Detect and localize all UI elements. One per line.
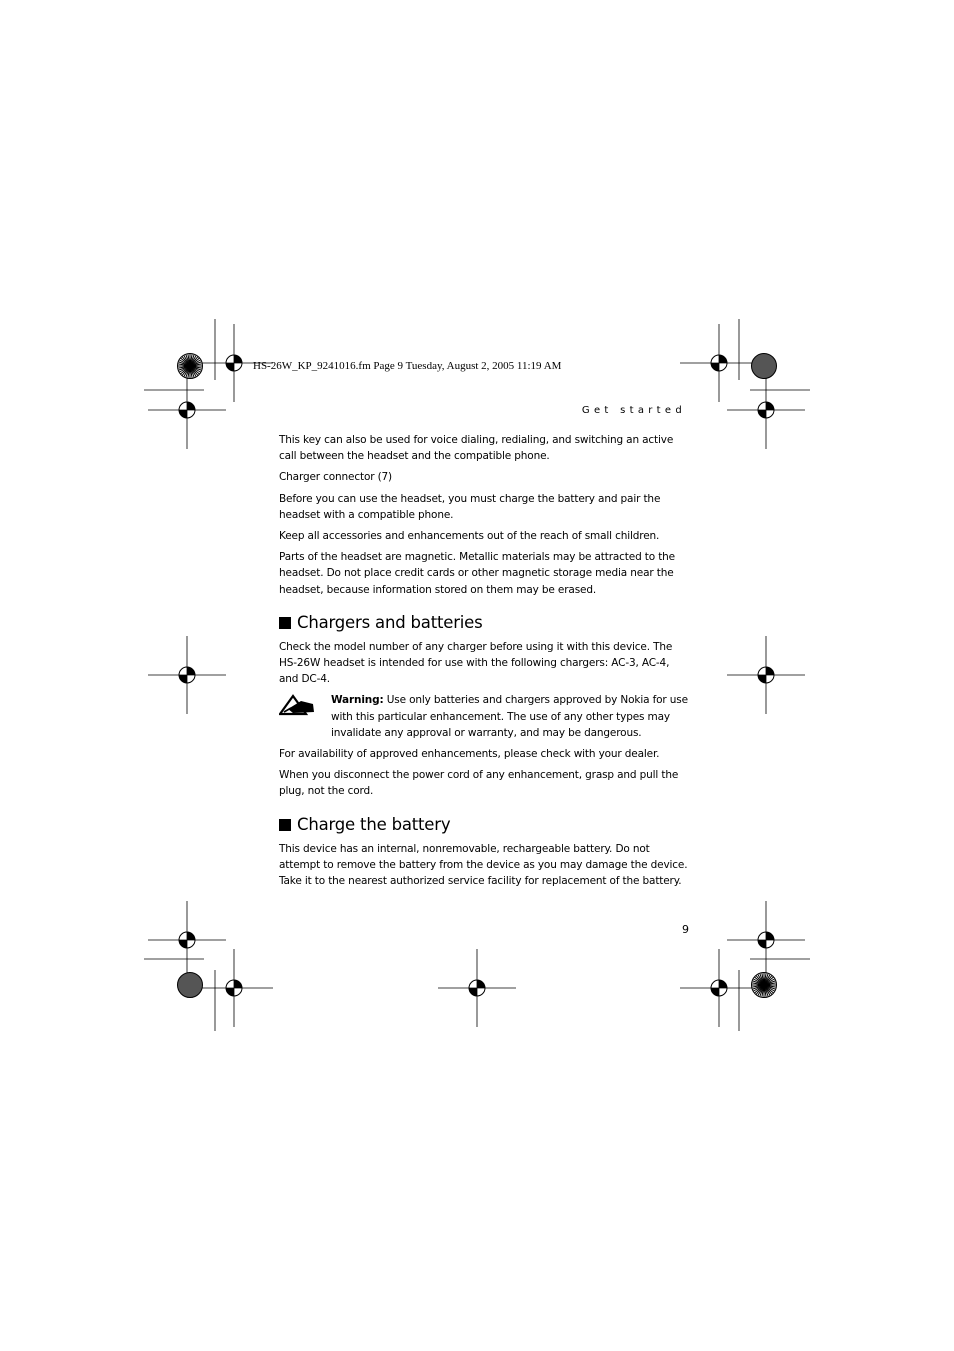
crosshair-icon — [727, 901, 805, 979]
body-paragraph: This device has an internal, nonremovable, rechargeable battery. Do not attempt to remove the battery from the device as you may damage the device. Take it to the nearest authorized service facility for replacement of the battery. — [279, 842, 688, 888]
square-bullet-icon — [279, 617, 291, 629]
crosshair-icon — [148, 371, 226, 449]
crosshair-icon — [680, 324, 758, 402]
color-target-icon — [178, 973, 203, 998]
warning-triangle-icon — [279, 692, 315, 716]
intro-paragraph: Before you can use the headset, you must charge the battery and pair the headset with a compatible phone. — [279, 492, 661, 521]
crosshair-icon — [680, 949, 758, 1027]
crosshair-icon — [727, 636, 805, 714]
warning-label: Warning: — [331, 694, 384, 707]
starburst-icon — [752, 973, 777, 998]
starburst-icon — [178, 354, 203, 379]
intro-paragraph: Charger connector (7) — [279, 471, 392, 484]
heading-text: Charge the battery — [297, 814, 451, 834]
crosshair-icon — [195, 949, 273, 1027]
body-paragraph: Check the model number of any charger before using it with this device. The HS-26W headset is intended for use with the following chargers: AC-3, AC-4, and DC-4. — [279, 640, 673, 686]
page-content — [279, 432, 689, 894]
crosshair-icon — [148, 901, 226, 979]
section-heading-chargers — [279, 612, 689, 634]
heading-text: Chargers and batteries — [297, 612, 483, 632]
color-target-icon — [752, 354, 777, 379]
intro-paragraph: Keep all accessories and enhancements out of the reach of small children. — [279, 530, 660, 543]
file-info: HS-26W_KP_9241016.fm Page 9 Tuesday, August 2, 2005 11:19 AM — [253, 360, 562, 372]
body-paragraph: When you disconnect the power cord of any enhancement, grasp and pull the plug, not the cord. — [279, 769, 679, 798]
section-heading-battery — [279, 814, 689, 836]
warning-text: Use only batteries and chargers approved by Nokia for use with this particular enhancement. The use of any other types may invalidate any approval or warranty, and may be dangerous. — [331, 694, 688, 739]
page-number: 9 — [682, 923, 689, 936]
warning-note — [279, 692, 689, 741]
square-bullet-icon — [279, 819, 291, 831]
crosshair-icon — [438, 949, 516, 1027]
crosshair-icon — [727, 371, 805, 449]
body-paragraph: For availability of approved enhancements, please check with your dealer. — [279, 748, 660, 761]
warning-paragraph — [331, 692, 689, 741]
intro-paragraph: Parts of the headset are magnetic. Metallic materials may be attracted to the headset. Do not place credit cards or other magnetic storage media near the headset, because information stored on them may be erased. — [279, 551, 675, 596]
intro-paragraph: This key can also be used for voice dialing, redialing, and switching an active call between the headset and the compatible phone. — [279, 434, 674, 463]
running-head: Get started — [581, 405, 686, 416]
crosshair-icon — [148, 636, 226, 714]
